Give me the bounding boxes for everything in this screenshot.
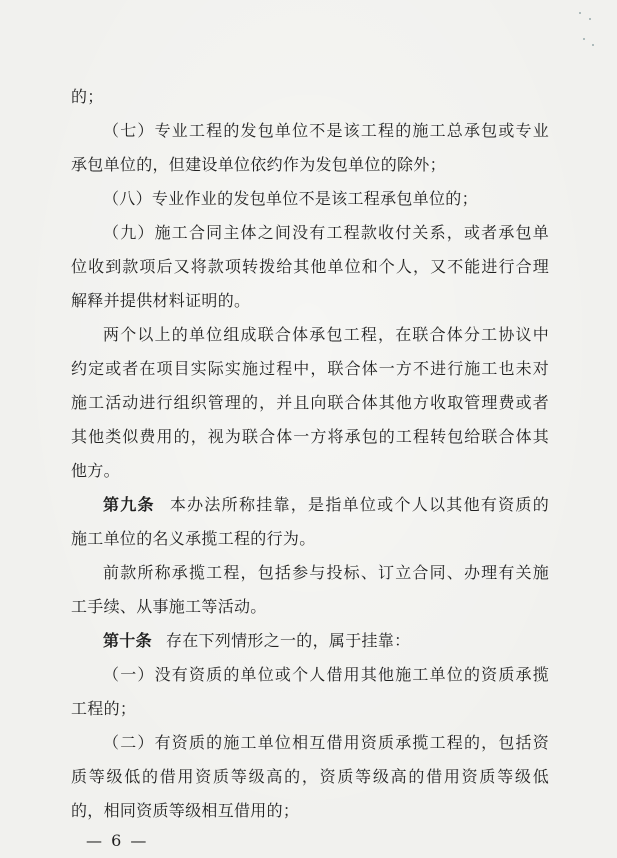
scan-speckles (577, 8, 597, 48)
text-line: （一）没有资质的单位或个人借用其他施工单位的资质承揽 (103, 665, 549, 684)
text-line: （七）专业工程的发包单位不是该工程的施工总承包或专业 (103, 121, 549, 140)
page-number: — 6 — (86, 831, 149, 850)
text-line: 施工单位的名义承揽工程的行为。 (71, 529, 316, 548)
text-line: （九）施工合同主体之间没有工程款收付关系，或者承包单 (103, 223, 549, 242)
text-line: （二）有资质的施工单位相互借用资质承揽工程的，包括资 (103, 733, 549, 752)
text-line: 位收到款项后又将款项转拨给其他单位和个人，又不能进行合理 (71, 257, 549, 276)
article-10-line (103, 630, 549, 652)
text-line: 的； (71, 87, 104, 106)
text-line: （八）专业作业的发包单位不是该工程承包单位的； (103, 189, 478, 208)
article-9-text: 本办法所称挂靠，是指单位或个人以其他有资质的 (168, 495, 549, 514)
text-line: 的，相同资质等级相互借用的； (71, 801, 300, 820)
article-9-line (103, 494, 549, 516)
article-10-heading: 第十条 (103, 631, 152, 650)
text-line: 他方。 (71, 461, 120, 480)
text-line: 施工活动进行组织管理的，并且向联合体其他方收取管理费或者 (71, 393, 549, 412)
text-line: 质等级低的借用资质等级高的，资质等级高的借用资质等级低 (71, 767, 549, 786)
text-line: 解释并提供材料证明的。 (71, 291, 251, 310)
text-line: 约定或者在项目实际实施过程中，联合体一方不进行施工也未对 (71, 359, 549, 378)
article-9-heading: 第九条 (103, 495, 155, 514)
text-line: 两个以上的单位组成联合体承包工程，在联合体分工协议中 (103, 325, 549, 344)
text-line: 工手续、从事施工等活动。 (71, 597, 267, 616)
text-line: 前款所称承揽工程，包括参与投标、订立合同、办理有关施 (103, 563, 549, 582)
article-10-text: 存在下列情形之一的，属于挂靠： (165, 631, 411, 650)
text-line: 其他类似费用的，视为联合体一方将承包的工程转包给联合体其 (71, 427, 549, 446)
text-line: 工程的； (71, 699, 137, 718)
text-line: 承包单位的，但建设单位依约作为发包单位的除外； (71, 155, 446, 174)
